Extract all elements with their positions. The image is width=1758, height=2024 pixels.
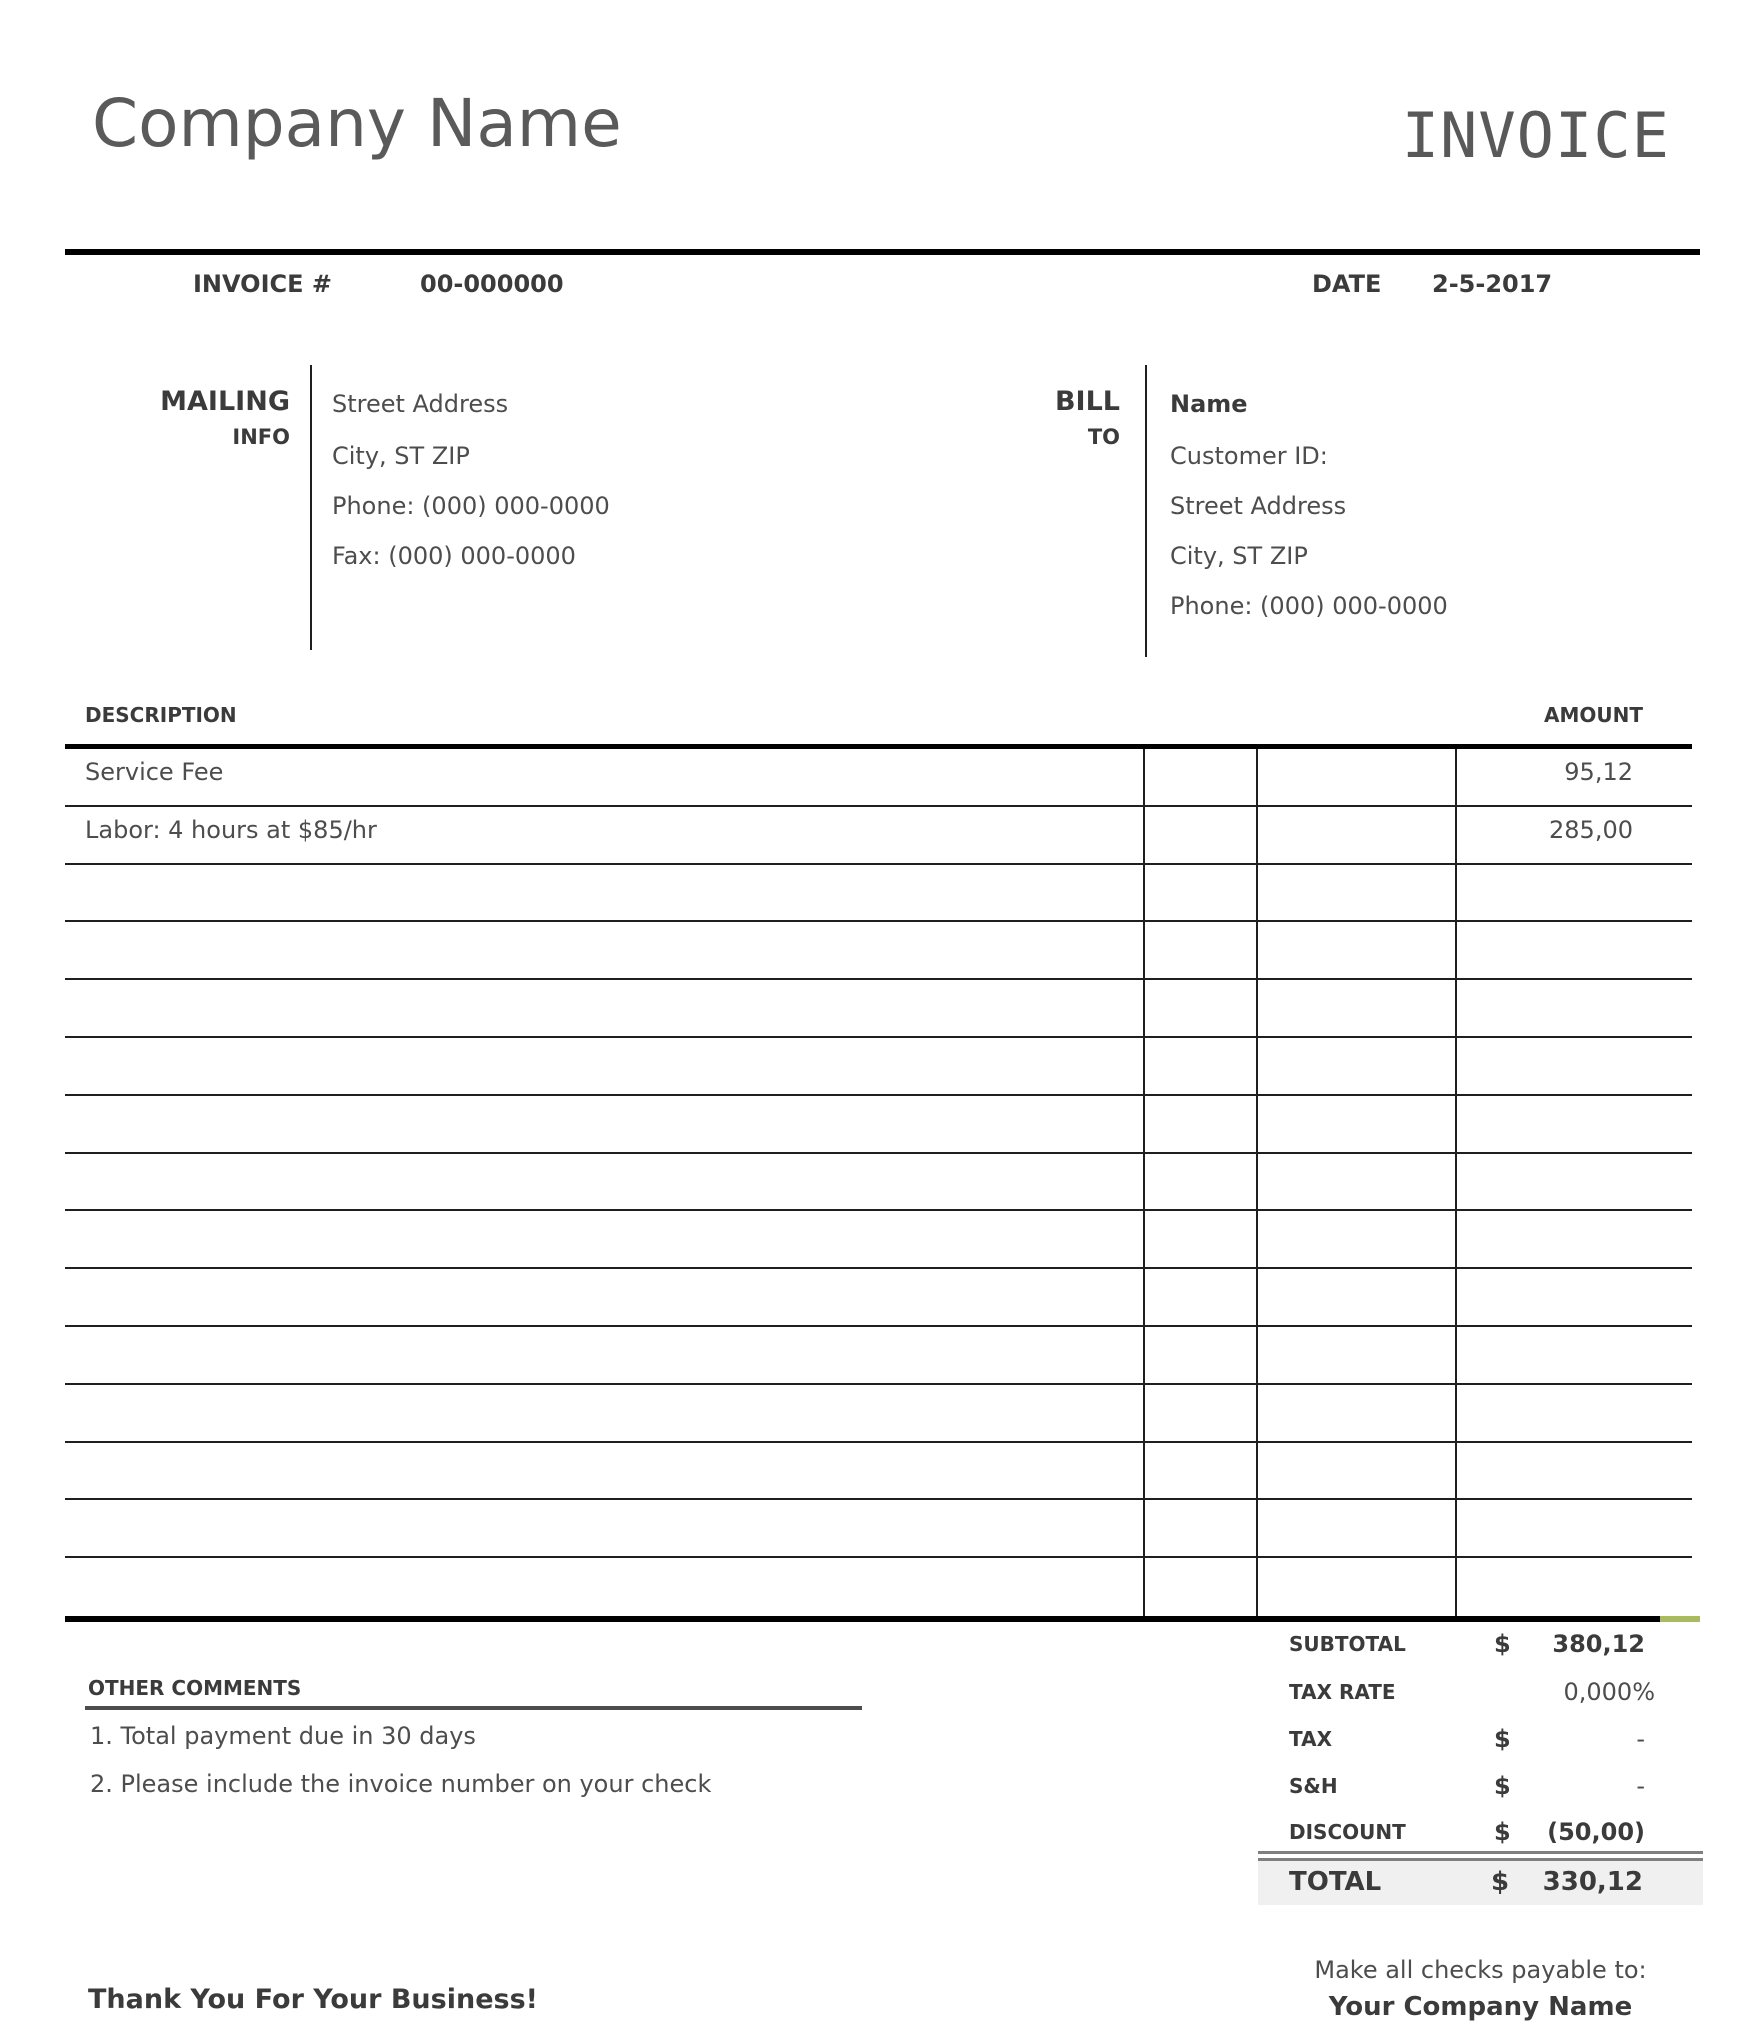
description-column-header: DESCRIPTION	[85, 703, 237, 727]
table-column-divider	[1256, 749, 1258, 1616]
mailing-street[interactable]: Street Address	[332, 390, 509, 418]
company-name: Company Name	[92, 85, 622, 162]
subtotal-label: SUBTOTAL	[1289, 1632, 1406, 1656]
table-row-empty[interactable]	[65, 1443, 1692, 1501]
header-divider-line	[65, 249, 1700, 255]
table-column-divider	[1455, 749, 1457, 1616]
shipping-handling-row	[1289, 1772, 1645, 1802]
bill-label-line2: TO	[1087, 425, 1120, 449]
invoice-number-value[interactable]: 00-000000	[420, 270, 564, 298]
table-column-divider	[1143, 749, 1145, 1616]
total-row	[1258, 1861, 1703, 1905]
checks-payable-label: Make all checks payable to:	[1314, 1956, 1647, 1984]
row-description[interactable]: Service Fee	[85, 758, 224, 786]
table-row-empty[interactable]	[65, 1096, 1692, 1154]
table-row-empty[interactable]	[65, 1500, 1692, 1558]
subtotal-value[interactable]: 380,12	[1552, 1630, 1645, 1658]
table-row-empty[interactable]	[65, 865, 1692, 923]
shipping-handling-currency: $	[1494, 1772, 1511, 1800]
discount-currency: $	[1494, 1818, 1511, 1846]
date-label: DATE	[1312, 270, 1382, 298]
table-bottom-line	[65, 1616, 1660, 1622]
table-row-empty[interactable]	[65, 1269, 1692, 1327]
comment-item[interactable]: 1. Total payment due in 30 days	[90, 1722, 476, 1750]
table-row-empty[interactable]	[65, 922, 1692, 980]
bill-to-city[interactable]: City, ST ZIP	[1170, 542, 1308, 570]
subtotal-currency: $	[1494, 1630, 1511, 1658]
mailing-label-line1: MAILING	[160, 386, 290, 417]
table-row-empty[interactable]	[65, 1327, 1692, 1385]
table-row-empty[interactable]	[65, 1558, 1692, 1616]
mailing-divider-line	[310, 365, 312, 650]
total-double-line	[1258, 1851, 1703, 1861]
bill-to-phone[interactable]: Phone: (000) 000-0000	[1170, 592, 1448, 620]
other-comments-underline	[85, 1706, 862, 1710]
tax-value[interactable]: -	[1636, 1725, 1645, 1753]
table-row-empty[interactable]	[65, 980, 1692, 1038]
bill-to-customer-id[interactable]: Customer ID:	[1170, 442, 1328, 470]
table-row-empty[interactable]	[65, 1385, 1692, 1443]
mailing-fax[interactable]: Fax: (000) 000-0000	[332, 542, 576, 570]
row-amount[interactable]: 95,12	[1564, 758, 1633, 786]
row-amount[interactable]: 285,00	[1549, 815, 1633, 844]
tax-currency: $	[1494, 1725, 1511, 1753]
tax-rate-value[interactable]: 0,000%	[1563, 1678, 1655, 1706]
mailing-city[interactable]: City, ST ZIP	[332, 442, 470, 470]
mailing-info-label	[100, 388, 290, 448]
bill-to-divider-line	[1145, 365, 1147, 657]
table-row[interactable]	[65, 807, 1692, 865]
shipping-handling-label: S&H	[1289, 1774, 1338, 1798]
bill-to-street[interactable]: Street Address	[1170, 492, 1347, 520]
shipping-handling-value[interactable]: -	[1636, 1772, 1645, 1800]
subtotal-row	[1289, 1630, 1645, 1660]
tax-rate-label: TAX RATE	[1289, 1680, 1396, 1704]
olive-accent-tick	[1660, 1616, 1700, 1622]
total-currency: $	[1491, 1867, 1510, 1897]
discount-label: DISCOUNT	[1289, 1820, 1406, 1844]
table-row[interactable]	[65, 749, 1692, 807]
discount-value[interactable]: (50,00)	[1547, 1818, 1645, 1846]
table-row-empty[interactable]	[65, 1154, 1692, 1212]
row-description[interactable]: Labor: 4 hours at $85/hr	[85, 815, 377, 844]
total-value[interactable]: 330,12	[1542, 1867, 1643, 1897]
mailing-phone[interactable]: Phone: (000) 000-0000	[332, 492, 610, 520]
table-row-empty[interactable]	[65, 1211, 1692, 1269]
checks-payable-name: Your Company Name	[1328, 1992, 1633, 2022]
bill-to-name[interactable]: Name	[1170, 390, 1248, 418]
comment-item[interactable]: 2. Please include the invoice number on your check	[90, 1770, 712, 1798]
thank-you-note: Thank You For Your Business!	[88, 1984, 538, 2015]
invoice-number-label: INVOICE #	[193, 270, 332, 298]
tax-label: TAX	[1289, 1727, 1332, 1751]
amount-column-header: AMOUNT	[1543, 703, 1643, 727]
mailing-label-line2: INFO	[232, 425, 290, 449]
total-label: TOTAL	[1289, 1867, 1382, 1897]
tax-rate-row	[1289, 1678, 1655, 1708]
items-table	[65, 749, 1692, 1616]
bill-label-line1: BILL	[1054, 386, 1120, 417]
discount-row	[1289, 1818, 1645, 1848]
bill-to-label	[950, 388, 1120, 448]
table-row-empty[interactable]	[65, 1038, 1692, 1096]
tax-row	[1289, 1725, 1645, 1755]
date-value[interactable]: 2-5-2017	[1432, 270, 1553, 298]
other-comments-header: OTHER COMMENTS	[88, 1676, 302, 1700]
invoice-title: INVOICE	[1401, 99, 1670, 172]
